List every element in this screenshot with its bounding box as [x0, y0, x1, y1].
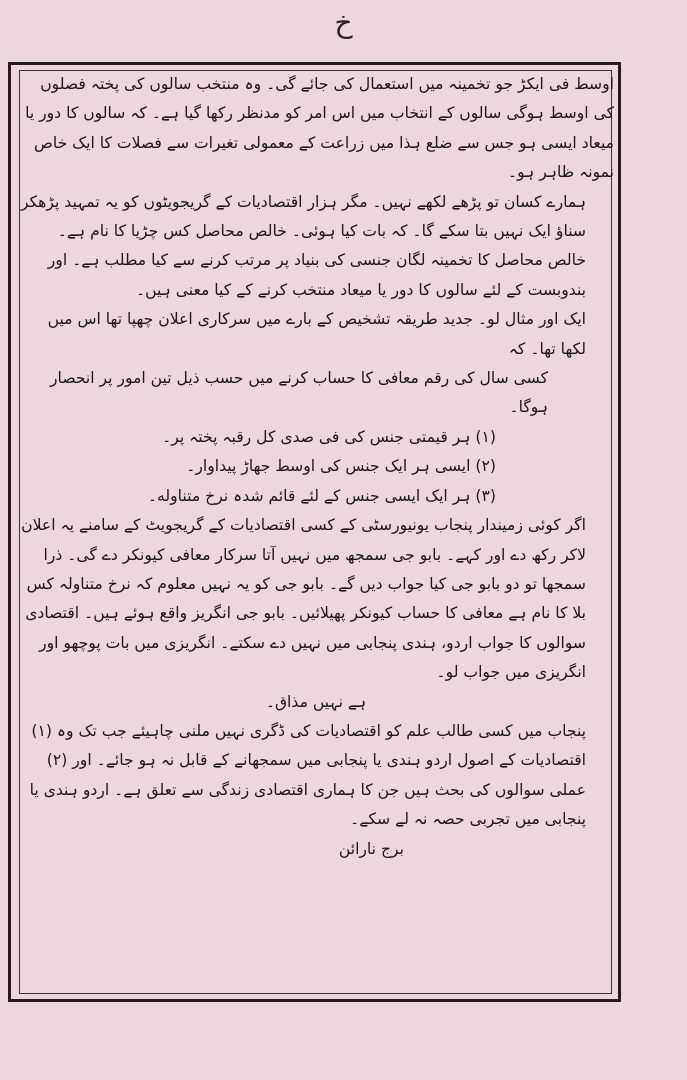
list-item: (۱) ہر قیمتی جنس کی فی صدی کل رقبہ پختہ پر۔ [162, 427, 496, 446]
paragraph-5: اگر کوئی زمیندار پنجاب یونیورسٹی کے کسی اقتصادیات کے گریجویٹ کے سامنے یہ اعلان لاکر رکھ دے اور کہے۔ بابو جی سمجھ میں نہیں آتا سرکار معافی کیونکر دے گی۔ ذرا سمجھا تو دو بابو جی کیا جواب دیں گے۔ بابو جی کو یہ نہیں معلوم کہ نرخ متناولہ کس بلا کا نام ہے معافی کا حساب کیونکر پھیلائیں۔ بابو جی انگریز واقع ہوئے ہیں۔ اقتصادی سوالوں کا جواب اردو، ہندی پنجابی میں نہیں دے سکتے۔ انگریزی میں بات پوچھو اور انگریزی میں جواب لو۔ [21, 516, 586, 682]
paragraph-6: ہے نہیں مذاق۔ [265, 692, 367, 711]
quoted-notice: کسی سال کی رقم معافی کا حساب کرنے میں حسب ذیل تین امور پر انحصار ہوگا۔ [50, 369, 548, 417]
paragraph-1: اوسط فی ایکڑ جو تخمینہ میں استعمال کی جائے گی۔ وہ منتخب سالوں کی پختہ فصلوں کی اوسط ہوگی سالوں کے انتخاب میں اس امر کو مدنظر رکھا گیا ہے۔ کہ سالوں کا دور یا میعاد ایسی ہو جس سے ضلع ہذا میں زراعت کے معمولی تغیرات سے فصلات کا ایک خاص نمونہ ظاہر ہو۔ [25, 75, 614, 182]
paragraph-7: پنجاب میں کسی طالب علم کو اقتصادیات کی ڈگری نہیں ملنی چاہیئے جب تک وہ (۱) اقتصادیات کے اصول اردو ہندی یا پنجابی میں سمجھانے کے قابل نہ ہو جائے۔ اور (۲) عملی سوالوں کی بحث ہیں جن کا ہماری اقتصادی زندگی سے تعلق ہے۔ اردو ہندی یا پنجابی میں تجربی حصہ نہ لے سکے۔ [29, 721, 586, 829]
paragraph-2: ہمارے کسان تو پڑھے لکھے نہیں۔ مگر ہزار اقتصادیات کے گریجویٹوں کو یہ تمہید پڑھکر سناؤ ایک نہیں بتا سکے گا۔ کہ بات کیا ہوئی۔ خالص محاصل کس چڑیا کا نام ہے۔ خالص محاصل کا تخمینہ لگان جنسی کی بنیاد پر مرتب کرنے سے کیا مطلب ہے۔ اور بندوبست کے لئے سالوں کا دور یا میعاد منتخب کرنے کے کیا معنی ہیں۔ [20, 192, 586, 299]
list-item: (۳) ہر ایک ایسی جنس کے لئے قائم شدہ نرخ متناوله۔ [147, 486, 496, 505]
page-number: خ [334, 6, 353, 39]
paragraph-3: ایک اور مثال لو۔ جدید طریقہ تشخیص کے بارے میں سرکاری اعلان چھپا تھا اس میں لکھا تھا۔ کہ [47, 310, 586, 358]
urdu-body-text [18, 70, 614, 990]
list-item: (۲) ایسی ہر ایک جنس کی اوسط جھاڑ پیداوار۔ [186, 457, 496, 476]
author-signature: برج نارائن [338, 839, 404, 858]
